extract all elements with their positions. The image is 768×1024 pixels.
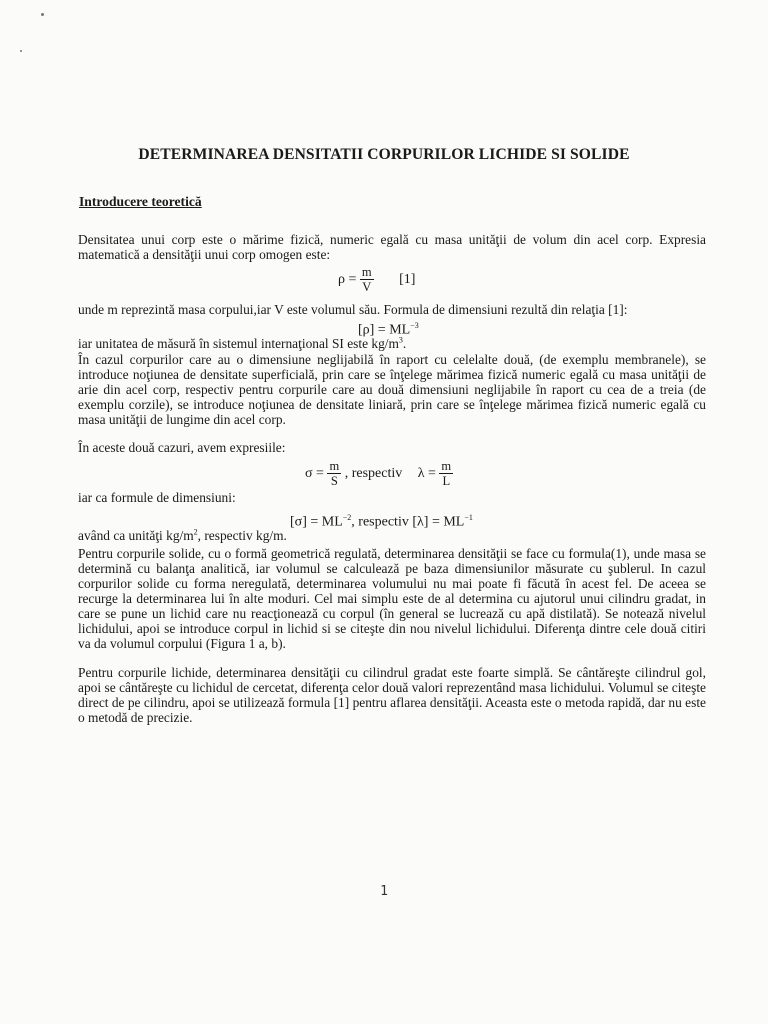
- paragraph-si-unit: [78, 336, 706, 351]
- scan-speck: [20, 50, 22, 52]
- dim2-sigma: [σ] = ML: [290, 514, 343, 530]
- eq1-lhs: ρ =: [338, 272, 357, 288]
- page-number: 1: [380, 884, 388, 899]
- dim2-lambda: [λ] = ML: [412, 514, 465, 530]
- eq1-reference: [1]: [399, 272, 416, 288]
- document-title: DETERMINAREA DENSITATII CORPURILOR LICHIDE SI SOLIDE: [138, 146, 630, 163]
- eq2-den2: L: [439, 473, 453, 488]
- units-end: , respectiv kg/m.: [197, 528, 287, 543]
- eq2-respectiv: , respectiv: [344, 466, 403, 482]
- paragraph-solids: Pentru corpurile solide, cu o formă geometrică regulată, determinarea densităţii se face cu formula(1), unde masa se determină cu balanţa analitică, iar volumul se calculează pe baza dimensiunilor măsurate cu şublerul. In cazul corpurilor solide cu forma neregulată, determinarea volumului nu mai poate fi făcută în acest fel. De aceea se recurge la determinarea lui în alte moduri. Cel mai simplu este de al determina cu ajutorul unui cilindru gradat, in care se pune un lichid care nu reacţionează cu corpul (în general se lucrează cu apă distilată). Se notează nivelul lichidului, apoi se introduce corpul in lichid si se citeşte din nou nivelul lichidului. Diferenţa dintre cele două citiri va da volumul corpului (Figura 1 a, b).: [78, 546, 706, 651]
- eq2-lambda: λ =: [417, 466, 436, 482]
- equation-dim-density: [358, 319, 419, 338]
- equation-density: [338, 266, 415, 294]
- paragraph-two-cases: În aceste două cazuri, avem expresiile:: [78, 440, 286, 455]
- dim2-lambda-exponent: −1: [464, 513, 473, 522]
- units-exponent: 2: [193, 527, 198, 537]
- dim2-respectiv: , respectiv: [351, 514, 413, 530]
- eq1-numerator: m: [361, 265, 372, 279]
- eq2-fraction-sigma: [327, 460, 341, 488]
- si-unit-text: iar unitatea de măsură în sistemul internaţional SI este kg/m: [78, 336, 399, 351]
- eq2-num2: m: [441, 459, 452, 473]
- section-heading: Introducere teoretică: [79, 194, 202, 209]
- paragraph-dim-formulas: iar ca formule de dimensiuni:: [78, 490, 236, 505]
- paragraph-liquids: Pentru corpurile lichide, determinarea densităţii cu cilindrul gradat este foarte simplă. Se cântăreşte cilindrul gol, apoi se cântăreşte cu lichidul de cercetat, diferenţa celor două valori reprezentând masa lichidului. Volumul se citeşte direct de pe cilindru, apoi se utilizează formula [1] pentru aflarea densităţii. Aceasta este o metoda rapidă, dar nu este o metodă de precizie.: [78, 665, 706, 725]
- equation-dim-surface-linear: [290, 511, 473, 530]
- eq1-denominator: V: [360, 279, 374, 294]
- dim2-sigma-exponent: −2: [342, 513, 352, 522]
- si-unit-exponent: 3: [398, 335, 403, 345]
- dim1-exponent: −3: [410, 321, 419, 330]
- eq2-num1: m: [329, 459, 340, 473]
- si-unit-end: .: [402, 336, 407, 351]
- units-text: având ca unităţi kg/m: [78, 528, 194, 543]
- paragraph-units: [78, 528, 706, 543]
- paragraph-definition: Densitatea unui corp este o mărime fizică, numeric egală cu masa unităţii de volum din acel corp. Expresia matematică a densităţii unui corp omogen este:: [78, 232, 706, 262]
- eq2-sigma: σ =: [305, 466, 324, 482]
- dim1-text: [ρ] = ML: [358, 322, 411, 338]
- paragraph-dimensions: unde m reprezintă masa corpului,iar V este volumul său. Formula de dimensiuni rezultă din relaţia [1]:: [78, 302, 628, 317]
- eq2-fraction-lambda: [439, 460, 453, 488]
- paragraph-surface-linear: În cazul corpurilor care au o dimensiune neglijabilă în raport cu celelalte două, (de exemplu membranele), se introduce noţiunea de densitate superficială, prin care se înţelege mărimea fizică numeric egală cu masa unităţii de arie din acel corp, respectiv pentru corpurile care au două dimensiuni neglijabile în raport cu cea de a treia (de exemplu corzile), se introduce noţiunea de densitate liniară, prin care se înţelege mărimea fizică numeric egală cu masa unităţii de lungime din acel corp.: [78, 352, 706, 427]
- eq1-fraction: [360, 266, 374, 294]
- equation-surface-linear-density: [305, 460, 453, 488]
- scan-speck: [41, 13, 44, 16]
- eq2-den1: S: [327, 473, 341, 488]
